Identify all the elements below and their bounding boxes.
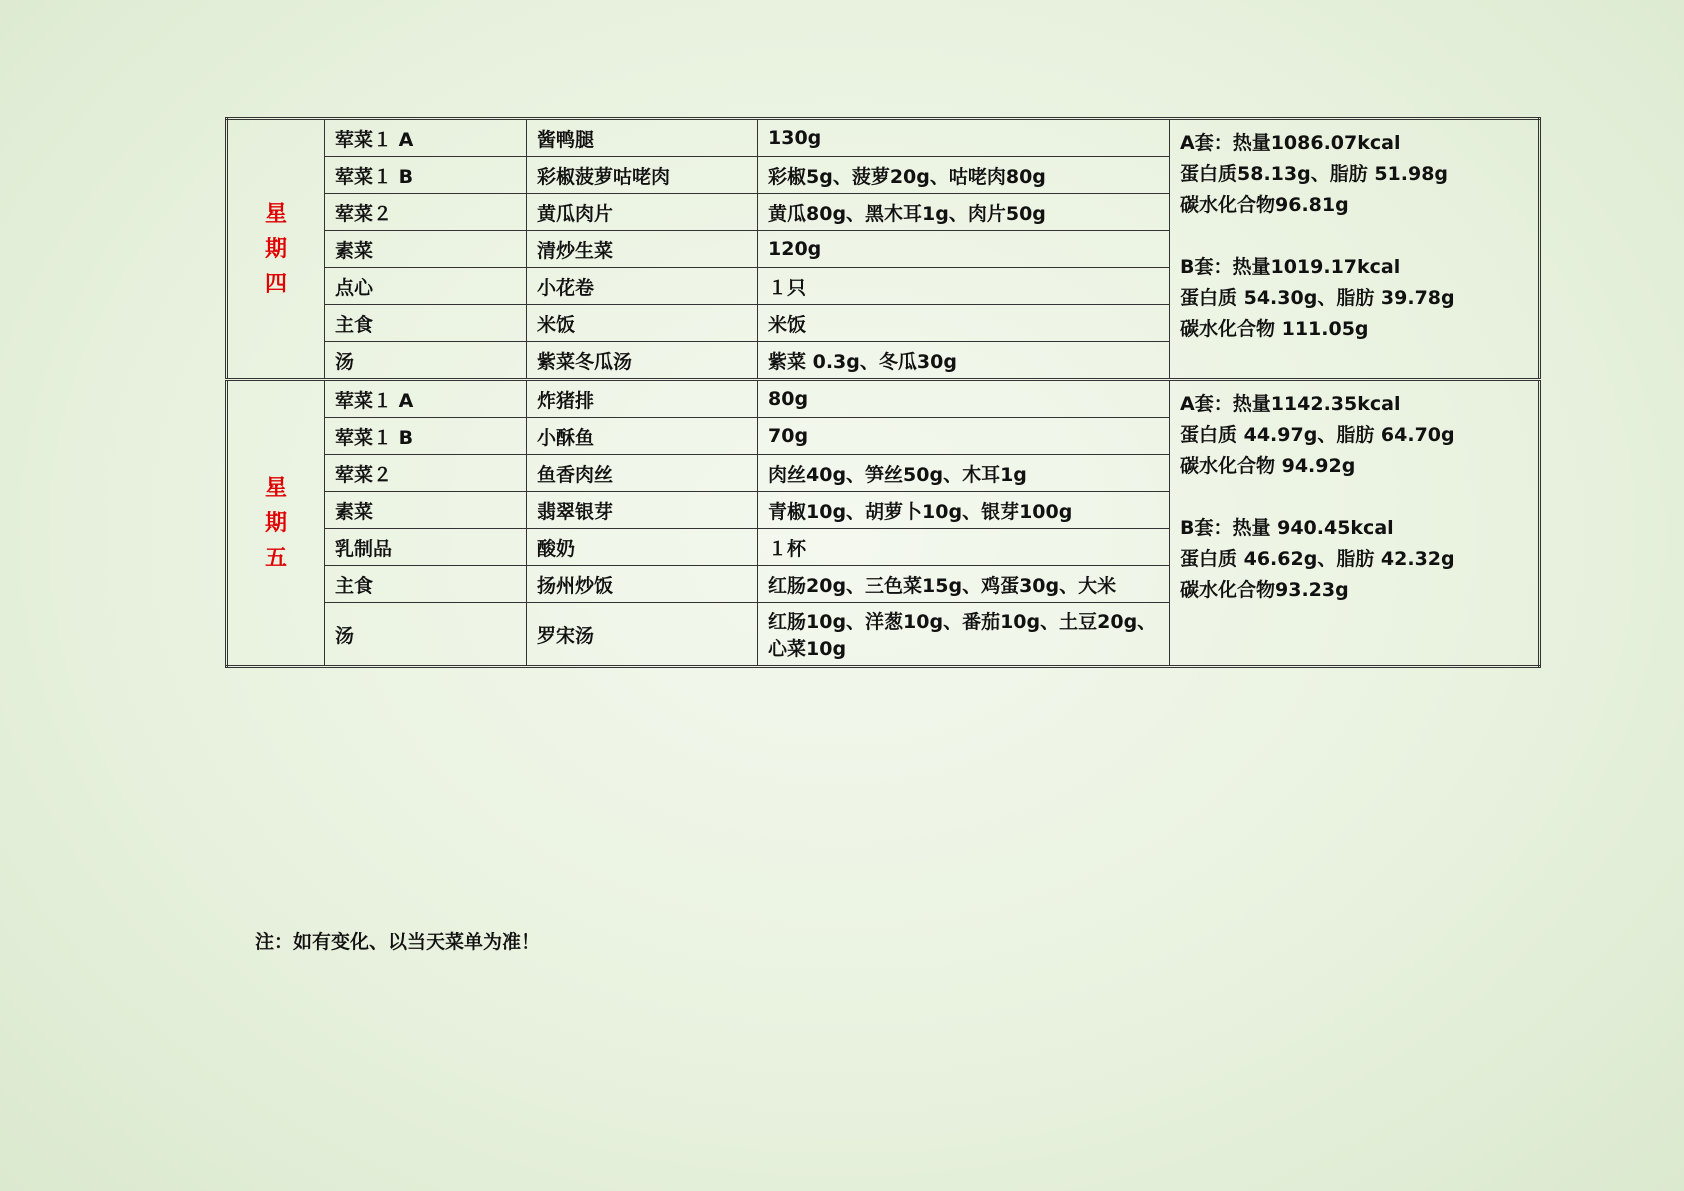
nutrition-cell: [1170, 119, 1540, 380]
nutrition-line: B套：热量 940.45kcal: [1180, 517, 1394, 539]
category-cell: 主食: [325, 566, 527, 603]
dish-cell: 黄瓜肉片: [527, 194, 758, 231]
nutrition-line: 碳水化合物 111.05g: [1180, 318, 1369, 340]
footnote: 注：如有变化、以当天菜单为准！: [255, 931, 541, 953]
category-cell: 荤菜１ B: [325, 157, 527, 194]
ingredients-cell: 紫菜 0.3g、冬瓜30g: [758, 342, 1170, 380]
category-cell: 荤菜２: [325, 455, 527, 492]
nutrition-line: 蛋白质58.13g、脂肪 51.98g: [1180, 163, 1449, 185]
nutrition-line: 蛋白质 44.97g、脂肪 64.70g: [1180, 424, 1455, 446]
category-cell: 荤菜１ A: [325, 119, 527, 157]
ingredients-cell: 70g: [758, 418, 1170, 455]
day-label-char: 四: [264, 271, 287, 297]
ingredients-cell: 米饭: [758, 305, 1170, 342]
ingredients-cell: 黄瓜80g、黑木耳1g、肉片50g: [758, 194, 1170, 231]
ingredients-cell: 80g: [758, 380, 1170, 418]
ingredients-cell: １只: [758, 268, 1170, 305]
ingredients-cell: 青椒10g、胡萝卜10g、银芽100g: [758, 492, 1170, 529]
day-label: [227, 380, 325, 667]
dish-cell: 炸猪排: [527, 380, 758, 418]
dish-cell: 小花卷: [527, 268, 758, 305]
nutrition-line: B套：热量1019.17kcal: [1180, 256, 1401, 278]
day-label-char: 五: [264, 545, 287, 571]
dish-cell: 罗宋汤: [527, 603, 758, 667]
category-cell: 素菜: [325, 492, 527, 529]
nutrition-line: 蛋白质 54.30g、脂肪 39.78g: [1180, 287, 1455, 309]
dish-cell: 酸奶: [527, 529, 758, 566]
nutrition-line: 碳水化合物 94.92g: [1180, 455, 1356, 477]
dish-cell: 酱鸭腿: [527, 119, 758, 157]
category-cell: 乳制品: [325, 529, 527, 566]
category-cell: 汤: [325, 603, 527, 667]
dish-cell: 清炒生菜: [527, 231, 758, 268]
dish-cell: 小酥鱼: [527, 418, 758, 455]
dish-cell: 鱼香肉丝: [527, 455, 758, 492]
category-cell: 点心: [325, 268, 527, 305]
nutrition-line: 蛋白质 46.62g、脂肪 42.32g: [1180, 548, 1455, 570]
menu-row: [227, 119, 1540, 157]
spacer: [1180, 482, 1538, 513]
ingredients-cell: 红肠20g、三色菜15g、鸡蛋30g、大米: [758, 566, 1170, 603]
ingredients-cell: 130g: [758, 119, 1170, 157]
day-label: [227, 119, 325, 380]
category-cell: 荤菜２: [325, 194, 527, 231]
dish-cell: 米饭: [527, 305, 758, 342]
day-label-char: 星: [264, 475, 287, 501]
day-label-char: 期: [264, 236, 287, 262]
dish-cell: 翡翠银芽: [527, 492, 758, 529]
menu-table: [225, 117, 1541, 668]
nutrition-line: 碳水化合物96.81g: [1180, 194, 1349, 216]
ingredients-cell: 彩椒5g、菠萝20g、咕咾肉80g: [758, 157, 1170, 194]
ingredients-cell: 120g: [758, 231, 1170, 268]
dish-cell: 扬州炒饭: [527, 566, 758, 603]
nutrition-line: A套：热量1142.35kcal: [1180, 393, 1401, 415]
nutrition-cell: [1170, 380, 1540, 667]
spacer: [1180, 221, 1538, 252]
category-cell: 素菜: [325, 231, 527, 268]
category-cell: 荤菜１ A: [325, 380, 527, 418]
day-label-char: 期: [264, 510, 287, 536]
dish-cell: 紫菜冬瓜汤: [527, 342, 758, 380]
ingredients-cell: １杯: [758, 529, 1170, 566]
category-cell: 汤: [325, 342, 527, 380]
category-cell: 主食: [325, 305, 527, 342]
ingredients-cell: 红肠10g、洋葱10g、番茄10g、土豆20g、心菜10g: [758, 603, 1170, 667]
dish-cell: 彩椒菠萝咕咾肉: [527, 157, 758, 194]
nutrition-line: A套：热量1086.07kcal: [1180, 132, 1401, 154]
ingredients-cell: 肉丝40g、笋丝50g、木耳1g: [758, 455, 1170, 492]
nutrition-line: 碳水化合物93.23g: [1180, 579, 1349, 601]
menu-row: [227, 380, 1540, 418]
day-label-char: 星: [264, 201, 287, 227]
category-cell: 荤菜１ B: [325, 418, 527, 455]
